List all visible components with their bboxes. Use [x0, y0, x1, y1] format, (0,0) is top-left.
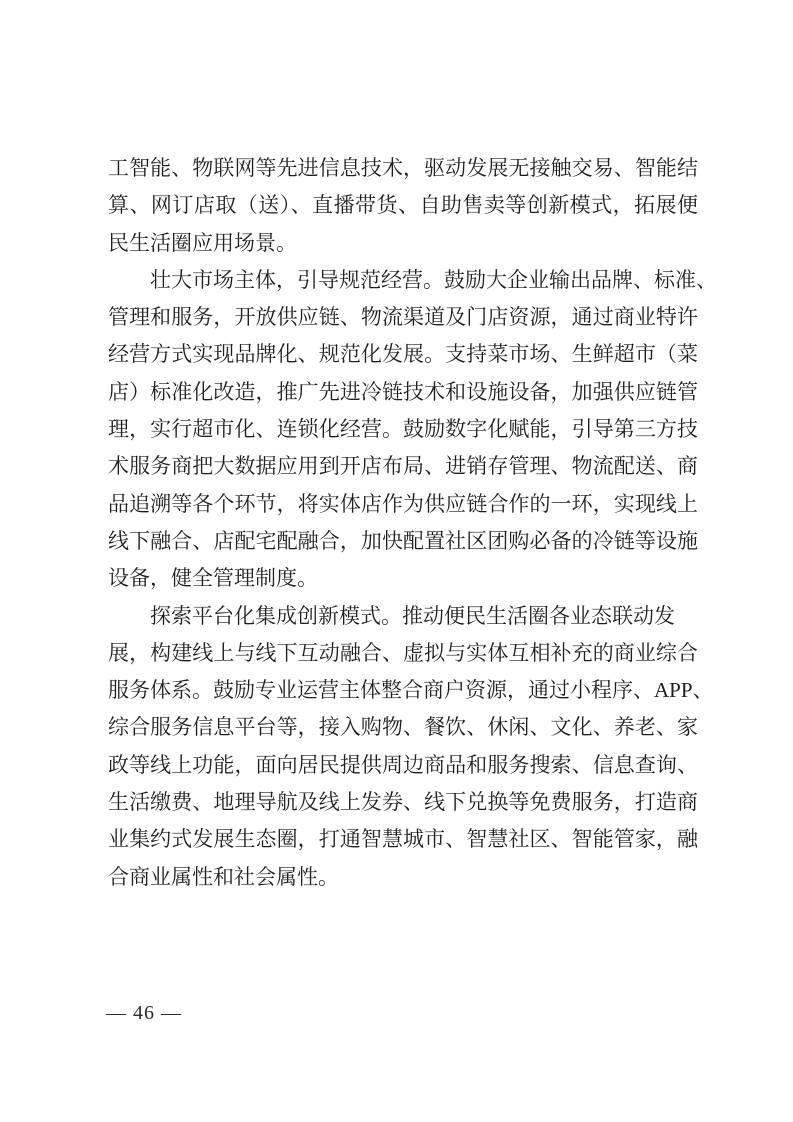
text-line: 综合服务信息平台等，接入购物、餐饮、休闲、文化、养老、家	[108, 715, 698, 740]
text-line: 政等线上功能，面向居民提供周边商品和服务搜索、信息查询、	[108, 752, 698, 777]
text-line: 展，构建线上与线下互动融合、虚拟与实体互相补充的商业综合	[108, 640, 698, 665]
text-line: 算、网订店取（送）、直播带货、自助售卖等创新模式，拓展便	[108, 193, 698, 218]
text-line: 合商业属性和社会属性。	[108, 864, 339, 889]
text-line: 探索平台化集成创新模式。推动便民生活圈各业态联动发	[150, 603, 675, 628]
text-line: 术服务商把大数据应用到开店布局、进销存管理、物流配送、商	[108, 454, 698, 479]
text-line: 业集约式发展生态圈，打通智慧城市、智慧社区、智能管家，融	[108, 827, 698, 852]
text-line: 经营方式实现品牌化、规范化发展。支持菜市场、生鲜超市（菜	[108, 342, 698, 367]
text-line: 设备，健全管理制度。	[108, 566, 318, 591]
text-line: 服务体系。鼓励专业运营主体整合商户资源，通过小程序、APP、	[108, 678, 714, 703]
text-line: 生活缴费、地理导航及线上发券、线下兑换等免费服务，打造商	[108, 790, 698, 815]
text-line: 工智能、物联网等先进信息技术，驱动发展无接触交易、智能结	[108, 156, 698, 180]
text-line: 店）标准化改造，推广先进冷链技术和设施设备，加强供应链管	[108, 379, 698, 404]
page-number: — 46 —	[106, 1002, 182, 1024]
text-line: 品追溯等各个环节，将实体店作为供应链合作的一环，实现线上	[108, 491, 698, 516]
text-line: 理，实行超市化、连锁化经营。鼓励数字化赋能，引导第三方技	[108, 417, 698, 442]
text-line: 壮大市场主体，引导规范经营。鼓励大企业输出品牌、标准、	[150, 267, 717, 292]
text-line: 民生活圈应用场景。	[108, 230, 297, 255]
document-body	[108, 150, 717, 896]
text-line: 管理和服务，开放供应链、物流渠道及门店资源，通过商业特许	[108, 305, 698, 330]
text-line: 线下融合、店配宅配融合，加快配置社区团购必备的冷链等设施	[108, 528, 698, 553]
